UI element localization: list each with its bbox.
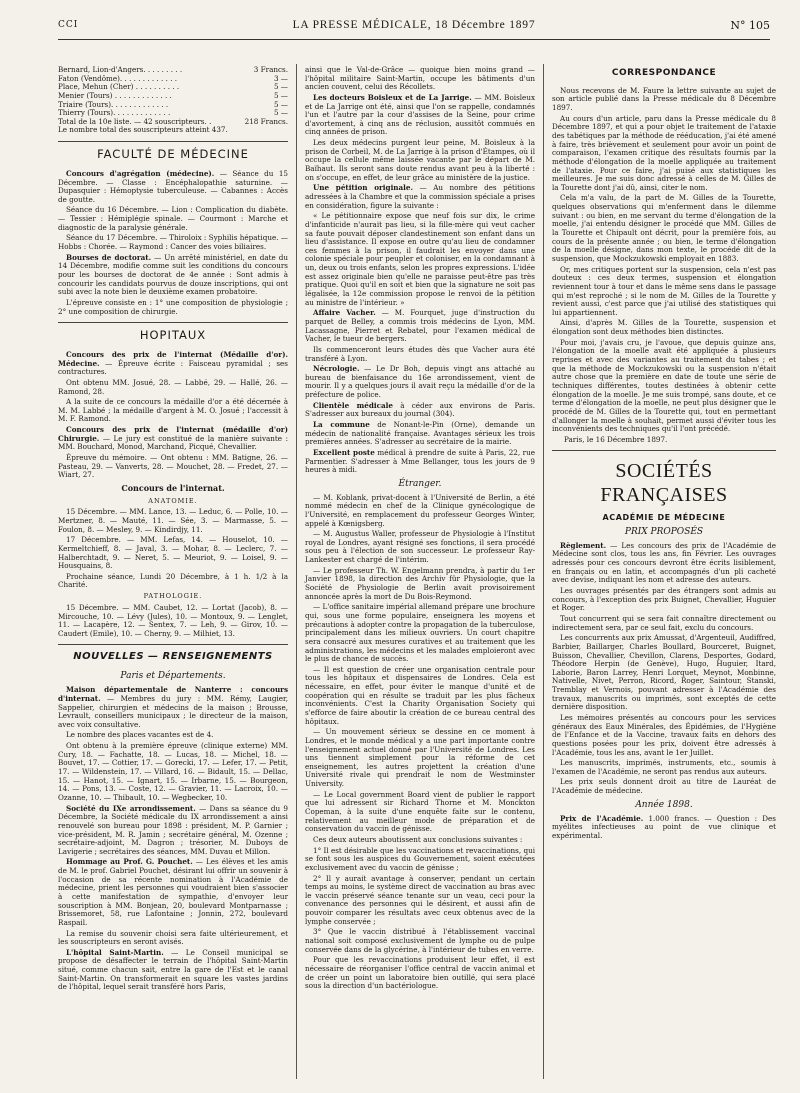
paragraph: Bourses de doctorat. — Un arrêté ministériel, en date du 14 Décembre, modifie comme suit les conditions du concours pour les bourses de doctorat de 4e année : Sont admis à concourir les candidats pourvus de douze inscriptions, qui ont subi avec la note bien le deuxième examen probatoire.: [58, 252, 288, 297]
section-title: NOUVELLES — RENSEIGNEMENTS: [73, 651, 273, 663]
paragraph: Or, mes critiques portent sur la suspension, cela n'est pas douteux : ces deux termes, suspension et élongation reviennent tour à tour et dans le même sens dans le passage qui m'est reproché ; si le nom de M. Gilles de la Tourette y revient aussi, c'est parce que j'ai utilisé des statistiques qui lui appartiennent.: [552, 264, 776, 317]
subsection-label: PATHOLOGIE.: [143, 592, 203, 601]
section-rule: [552, 450, 776, 451]
section-title: SOCIÉTÉS FRANÇAISES: [600, 460, 728, 507]
paragraph: Les docteurs Boisleux et de La Jarrige. — MM. Boisleux et de La Jarrige ont été, ainsi que l'on se rappelle, condamnés l'un et l'autre par la cour d'assises de la Seine, pour crime d'avortement, à cinq ans de réclusion, aussitôt commués en cinq années de prison.: [305, 92, 535, 137]
list-item: Total de la 10e liste. — 42 souscripteurs. . 218 Francs.: [58, 116, 288, 126]
section-title: FACULTÉ DE MÉDECINE: [97, 147, 249, 162]
paragraph: — Le professeur Th. W. Engelmann prendra, à partir du 1er Janvier 1898, la direction des Archiv für Physiologie, que la Société de Physiologie de Berlin avait provisoirement annoncée après la mort de Du Bois-Reymond.: [305, 565, 535, 601]
list-item: Bernard, Lion-d'Angers. . . . . . . . . 3 Francs.: [58, 65, 288, 74]
paragraph: Concours des prix de l'internat (médaille d'or) Chirurgie. — Le jury est constitué de la manière suivante : MM. Bouchard, Monod, Marchand, Picqué, Chevallier.: [58, 425, 288, 452]
subsection-title: Étranger.: [398, 478, 442, 489]
paragraph: Nécrologie. — Le Dr Boh, depuis vingt ans attaché au bureau de bienfaisance du 16e arrondissement, vient de mourir. Il y a quelques jours il avait reçu la médaille d'or de la préfecture de police.: [305, 364, 535, 400]
paragraph: Concours d'agrégation (médecine). — Séance du 15 Décembre. — Classe : Encéphalopathie saturnine. — Dupasquier : Hémoptysie tuberculeuse. — Cabannes : Accès de goutte.: [58, 168, 288, 204]
paragraph: L'épreuve consiste en : 1° une composition de physiologie ; 2° une composition de chirurgie.: [58, 297, 288, 316]
section-rule: [58, 644, 288, 645]
paragraph: Prochaine séance, Lundi 20 Décembre, à 1 h. 1/2 à la Charité.: [58, 571, 288, 590]
paragraph: Règlement. — Les concours des prix de l'Académie de Médecine sont clos, tous les ans, fin Février. Les ouvrages adressés pour ces concours devront être écrits lisiblement, en français ou en latin, et accompagnés d'un pli cacheté avec devise, indiquant les nom et adresse des auteurs.: [552, 540, 776, 585]
paragraph: — M. Koblank, privat-docent à l'Université de Berlin, a été nommé médecin en chef de la Clinique gynécologique de l'Université, en remplacement du professeur Georges Winter, appelé à Kœnigsberg.: [305, 492, 535, 528]
page-number-roman: CCI: [58, 20, 79, 30]
paragraph: Société du IXe arrondissement. — Dans sa séance du 9 Décembre, la Société médicale du IX arrondissement a ainsi renouvelé son bureau pour 1898 : président, M. P. Garnier ; vice-président, M. R. Jamin ; secrétaire général, M. Ozenne ; secrétaire-adjoint, M. Dagron ; trésorier, M. Duboys de Lavigerie ; secrétaires des séances, MM. Duvau et Millon.: [58, 803, 288, 856]
paragraph: Ils commenceront leurs études dès que Vacher aura été transféré à Lyon.: [305, 344, 535, 363]
paragraph: Les prix seuls donnent droit au titre de Lauréat de l'Académie de médecine.: [552, 777, 776, 796]
paragraph: Les concurrents aux prix Amussat, d'Argenteuil, Audiffred, Barbier, Baillarger, Charles Boullard, Bourceret, Buignet, Buisson, Chevallier, Chevillon, Clarens, Desportes, Godard, Théodore Herpin (de Genève), Hugo, Huguier, Itard, Laborie, Baron Larrey, Henri Lorquet, Meynot, Monbinne, Nativelle, Nivet, Perron, Ricord, Roger, Saintour, Stanski, Tremblay et Vernois, pouvant adresser à l'Académie des travaux, manuscrits ou imprimés, sont exceptés de cette dernière disposition.: [552, 633, 776, 712]
list-item: Faton (Vendôme). . . . . . . . . . . . . 3 —: [58, 73, 288, 83]
paragraph: Ont obtenu à la première épreuve (clinique externe) MM. Cury, 18. — Fachatte, 18. — Lucas, 18. — Michel, 18. — Bouvet, 17. — Cottier, 17. — Gorecki, 17. — Lefer, 17. — Petit, 17. — Wildenstein, 17. — Villard, 16. — Bidault, 15. — Dellac, 15. — Hanot, 15. — Ignart, 15. — Irbarne, 15. — Bourgeon, 14. — Pons, 13. — Coste, 12. — Gravier, 11. — Lacroix, 10. — Ozanne, 10. — Thibault, 10. — Wegbecker, 10.: [58, 741, 288, 802]
list-item: Triaire (Tours). . . . . . . . . . . . . 5 —: [58, 99, 288, 109]
page-header: [58, 18, 770, 40]
paragraph: Concours des prix de l'internat (Médaille d'or). Médecine. — Épreuve écrite : Faisceau pyramidal ; ses contractures.: [58, 349, 288, 377]
paragraph: 15 Décembre. — MM. Lance, 13. — Leduc, 6. — Polle, 10. — Mertzner, 8. — Mauté, 11. — Sée, 3. — Marmasse, 5. — Foulon, 8. — Mesley, 9. — Kindirdjy, 11.: [58, 507, 288, 534]
subsection-title: Année 1898.: [635, 799, 693, 810]
subsection-title: Concours de l'internat.: [121, 482, 225, 493]
paragraph: Les ouvrages présentés par des étrangers sont admis au concours, à l'exception des prix Buignet, Chevallier, Huguier et Roger.: [552, 586, 776, 613]
paragraph: 2° Il y aurait avantage à conserver, pendant un certain temps au moins, le système direct de vaccination au bras avec le vaccin préservé séance tenante sur un veau, ceci pour la convenance des personnes qui le désirent, et aussi afin de pouvoir comparer les résultats avec ceux obtenus avec de la lymphe conservée ;: [305, 873, 535, 926]
signature-date: Paris, le 16 Décembre 1897.: [564, 434, 668, 444]
paragraph: — M. Augustus Waller, professeur de Physiologie à l'Institut royal de Londres, ayant résigné ses fonctions, il sera procédé sous peu à l'élection de son successeur. Le professeur Ray-Lankester est chargé de l'intérim.: [305, 529, 535, 565]
paragraph: Ces deux auteurs aboutissent aux conclusions suivantes :: [313, 834, 523, 844]
paragraph: Nous recevons de M. Faure la lettre suivante au sujet de son article publié dans la Presse médicale du 8 Décembre 1897.: [552, 85, 776, 113]
paragraph: Ainsi, d'après M. Gilles de la Tourette, suspension et élongation sont deux méthodes bien distinctes.: [552, 318, 776, 337]
paragraph: Prix de l'Académie. 1.000 francs. — Question : Des myélites infectieuses au point de vue clinique et expérimental.: [552, 813, 776, 840]
paragraph: Épreuve du mémoire. — Ont obtenu : MM. Batigne, 26. — Pasteau, 29. — Vanverts, 28. — Mouchet, 28. — Fredet, 27. — Wiart, 27.: [58, 453, 288, 480]
list-total: Le nombre total des souscripteurs atteint 437.: [58, 125, 228, 135]
subsection-title: ACADÉMIE DE MÉDECINE: [602, 513, 726, 523]
paragraph: Séance du 17 Décembre. — Thiroloix : Syphilis hépatique. — Hobbs : Chorée. — Raymond : Cancer des voies biliaires.: [58, 233, 288, 252]
paragraph: Clientèle médicale à céder aux environs de Paris. S'adresser aux bureaux du journal (304).: [305, 400, 535, 419]
paragraph: Tout concurrent qui se sera fait connaître directement ou indirectement sera, par ce seul fait, exclu du concours.: [552, 613, 776, 632]
column-3: [552, 66, 776, 842]
paragraph: — Il est question de créer une organisation centrale pour tous les hôpitaux et dispensaires de Londres. Cela est nécessaire, en effet, pour éviter le manque d'unité et de coopération qui en résulte se traduit par les plus fâcheux inconvénients. C'est la Charity Organisation Society qui s'efforce de faire aboutir la création de ce bureau central des hôpitaux.: [305, 664, 535, 726]
column-1: [58, 66, 288, 994]
paragraph: 17 Décembre. — MM. Lefas, 14. — Houselot, 10. — Kermeltchieff, 8. — Javal, 3. — Mohar, 8. — Leclerc, 7. — Halberchtadt, 9. — Neret, 5. — Meuriot, 9. — Loisel, 9. — Housquains, 8.: [58, 535, 288, 571]
paragraph: Au cours d'un article, paru dans la Presse médicale du 8 Décembre 1897, et qui a pour objet le traitement de l'ataxie des tabétiques par la méthode de rééducation, j'ai été amené à faire, très brièvement et seulement pour avoir un point de comparaison, l'examen critique des résultats fournis par la méthode d'élongation de la moelle appliquée au traitement de l'ataxie. Pour ce faire, j'ai puisé aux statistiques les meilleures. Je me suis donc adressé à celles de M. Gilles de la Tourette dont j'ai dû, ainsi, citer le nom.: [552, 113, 776, 192]
section-rule: [58, 141, 288, 142]
section-title: CORRESPONDANCE: [611, 68, 717, 78]
paragraph: La remise du souvenir choisi sera faite ultérieurement, et les souscripteurs en seront avisés.: [58, 928, 288, 947]
paragraph: Le nombre des places vacantes est de 4.: [66, 730, 214, 740]
list-item: Menier (Tours) . . . . . . . . . . . . . 5 —: [58, 90, 288, 100]
journal-title: LA PRESSE MÉDICALE, 18 Décembre 1897: [292, 19, 536, 31]
paragraph: Les deux médecins purgent leur peine, M. Boisleux à la prison de Corbeil, M. de La Jarrige à la prison d'Étampes, où il occupe la cellule même laissée vacante par le départ de M. Baïhaut. Ils seront sans doute rendus avant peu à la liberté : on s'occupe, en effet, de leur grâce au ministère de la justice.: [305, 138, 535, 182]
issue-number: N° 105: [730, 19, 770, 32]
paragraph: — Le Local government Board vient de publier le rapport que lui adressent sir Richard Thorne et M. Monckton Copeman, à la suite d'une enquête faite sur le contenu, relativement au meilleur mode de préparation et de conservation du vaccin de génisse.: [305, 789, 535, 834]
column-divider: [543, 64, 544, 1079]
paragraph: Pour que les revaccinations produisent leur effet, il est nécessaire de réorganiser l'office central de vaccin animal et de créer un point un laboratoire bien outillé, qui sera placé sous la direction d'un bactériologue.: [305, 955, 535, 991]
paragraph: Affaire Vacher. — M. Fourquet, juge d'instruction du parquet de Belley, a commis trois médecins de Lyon, MM. Lacassagne, Pierret et Rebatel, pour l'examen médical de Vacher, le tueur de bergers.: [305, 308, 535, 344]
paragraph: « Le pétitionnaire expose que neuf fois sur dix, le crime d'infanticide n'aurait pas lieu, si la fille-mère qui veut cacher sa faute pouvait déposer clandestinement son enfant dans un lieu d'assistance. Il expose en outre qu'au lieu de condamner ces femmes à la prison, il faudrait les envoyer dans une colonie spéciale pour peupler et coloniser, en la condamnant à un, deux ou trois enfants, selon les propres expressions. L'idée est assez originale bien qu'elle ne paraisse peut-être pas très pratique. Quoi qu'il en soit et bien que la signature ne soit pas légalisée, la 12e commission propose le renvoi de la pétition au ministre de l'intérieur. »: [305, 211, 535, 307]
paragraph: Séance du 16 Décembre. — Lion : Complication du diabète. — Tessier : Hémiplégie spinale. — Courmont : Marche et diagnostic de la paralysie générale.: [58, 205, 288, 232]
paragraph: Ont obtenu MM. Josué, 28. — Labbé, 29. — Hallé, 26. — Ramond, 28.: [58, 377, 288, 396]
subsection-title: PRIX PROPOSÉS: [624, 527, 704, 538]
column-2: [305, 66, 535, 993]
subsection-title: Paris et Départements.: [120, 671, 226, 682]
paragraph: Pour moi, j'avais cru, je l'avoue, que depuis quinze ans, l'élongation de la moelle avait été appliquée à plusieurs reprises et avec des variantes au traitement du tabes ; et que la méthode de Mockzukowski ou la suspension n'était autre chose que la première en date de toute une série de techniques différentes, toutes destinées à obtenir cette élongation de la moelle. Je me suis trompé, sans doute, et ce terme d'élongation de la moelle, ne peut plus désigner que le procédé de M. Gilles de la Tourette qui, tout en permettant d'allonger la moelle à souhait, permet aussi d'éviter tous les inconvénients des techniques qu'il l'ont précédé.: [552, 337, 776, 434]
paragraph: Cela m'a valu, de la part de M. Gilles de la Tourette, quelques observations qui m'enferment dans le dilemme suivant : ou bien, en me servant du terme d'élongation de la moelle, j'ai entendu désigner le procédé que MM. Gilles de la Tourette et Chipault ont décrit, pour la première fois, au cours de la présente année ; ou bien, le terme d'élongation de la moelle désigne, dans mon texte, le procédé dit de la suspension, que Mockzukowski employait en 1883.: [552, 193, 776, 263]
paragraph: ainsi que le Val-de-Grâce — quoique bien moins grand — l'hôpital militaire Saint-Martin, occupe les bâtiments d'un ancien couvent, celui des Récollets.: [305, 65, 535, 92]
paragraph: Les mémoires présentés au concours pour les services généraux des Eaux Minérales, des Épidémies, de l'Hygiène de l'Enfance et de la Vaccine, travaux faits en dehors des questions posées pour les prix, doivent être adressés à l'Académie, tous les ans, avant le 1er Juillet.: [552, 712, 776, 757]
section-rule: [58, 322, 288, 323]
column-divider: [296, 64, 297, 1079]
paragraph: 15 Décembre. — MM. Caubet, 12. — Lortat (Jacob), 8. — Mircouche, 10. — Lévy (Jules), 10. — Montoux, 9. — Lenglet, 11. — Lacapère, 12. — Sentex, 7. — Leh, 9. — Girov, 10. — Caudert (Emile), 10. — Cherny, 9. — Milhiet, 13.: [58, 602, 288, 638]
list-item: Place, Mehun (Cher) . . . . . . . . . . 5 —: [58, 82, 288, 92]
paragraph: Excellent poste médical à prendre de suite à Paris, 22, rue Parmentier. S'adresser à Mme Bellanger, tous les jours de 9 heures à midi.: [305, 447, 535, 475]
paragraph: A la suite de ce concours la médaille d'or a été décernée à M. M. Labbé ; la médaille d'argent à M. O. Josué ; l'accessit à M. F. Ramond.: [58, 397, 288, 424]
paragraph: Une pétition originale. — Au nombre des pétitions adressées à la Chambre et que la commission spéciale a prises en considération, figure la suivante :: [305, 183, 535, 210]
paragraph: 1° Il est désirable que les vaccinations et revaccinations, qui se font sous les auspices du Gouvernement, soient exécutées exclusivement avec du vaccin de génisse ;: [305, 845, 535, 872]
paragraph: — Un mouvement sérieux se dessine en ce moment à Londres, et le monde médical y a une part importante contre l'enseignement actuel donné par l'Université de Londres. Les uns tiennent simplement pour la réforme de cet enseignement, les autres projettent la création d'une Université rivale qui prendrait le nom de Westminster University.: [305, 727, 535, 789]
paragraph: — L'office sanitaire impérial allemand prépare une brochure qui, sous une forme populaire, enseignera les moyens et précautions à adopter contre la propagation de la tuberculose, principalement dans les milieux ouvriers. Un court chapitre sera consacré aux mesures curatives et au traitement que les administrations, les médecins et les malades emploieront avec le plus de chance de succès.: [305, 602, 535, 664]
paragraph: Hommage au Prof. G. Pouchet. — Les élèves et les amis de M. le prof. Gabriel Pouchet, désirant lui offrir un souvenir à l'occasion de sa récente nomination à l'Académie de médecine, prient les personnes qui voudraient bien s'associer à cette manifestation de sympathie, d'envoyer leur souscription à MM. Bonjean, 20, boulevard Montparnasse ; Brissemoret, 58, rue Lafontaine ; Jonnin, 272, boulevard Raspail.: [58, 857, 288, 927]
paragraph: L'hôpital Saint-Martin. — Le Conseil municipal se propose de désaffecter le terrain de l'hôpital Saint-Martin situé, comme chacun sait, entre la gare de l'Est et le canal Saint-Martin. On transformerait en square les vastes jardins de l'hôpital, lequel serait transféré hors Paris,: [58, 947, 288, 992]
paragraph: Maison départementale de Nanterre : concours d'internat. — Membres du jury : MM. Rémy, Laugier, Sappelier, chirurgien et médecins de la maison ; Brousse, Levrault, conseillers municipaux ; le directeur de la maison, avec voix consultative.: [58, 685, 288, 729]
subscription-list: [58, 66, 288, 126]
paragraph: La commune de Nonant-le-Pin (Orne), demande un médecin de nationalité française. Avantages sérieux les trois premières années. S'adresser au secrétaire de la mairie.: [305, 419, 535, 447]
subsection-label: ANATOMIE.: [148, 496, 198, 505]
list-item: Thierry (Tours). . . . . . . . . . . . . 5 —: [58, 108, 288, 118]
paragraph: 3° Que le vaccin distribué à l'établissement vaccinal national soit composé exclusivement de lymphe ou de pulpe conservée dans de la glycérine, à l'intérieur de tubes en verre.: [305, 927, 535, 954]
paragraph: Les manuscrits, imprimés, instruments, etc., soumis à l'examen de l'Académie, ne seront pas rendus aux auteurs.: [552, 758, 776, 776]
section-title: HOPITAUX: [139, 328, 207, 343]
